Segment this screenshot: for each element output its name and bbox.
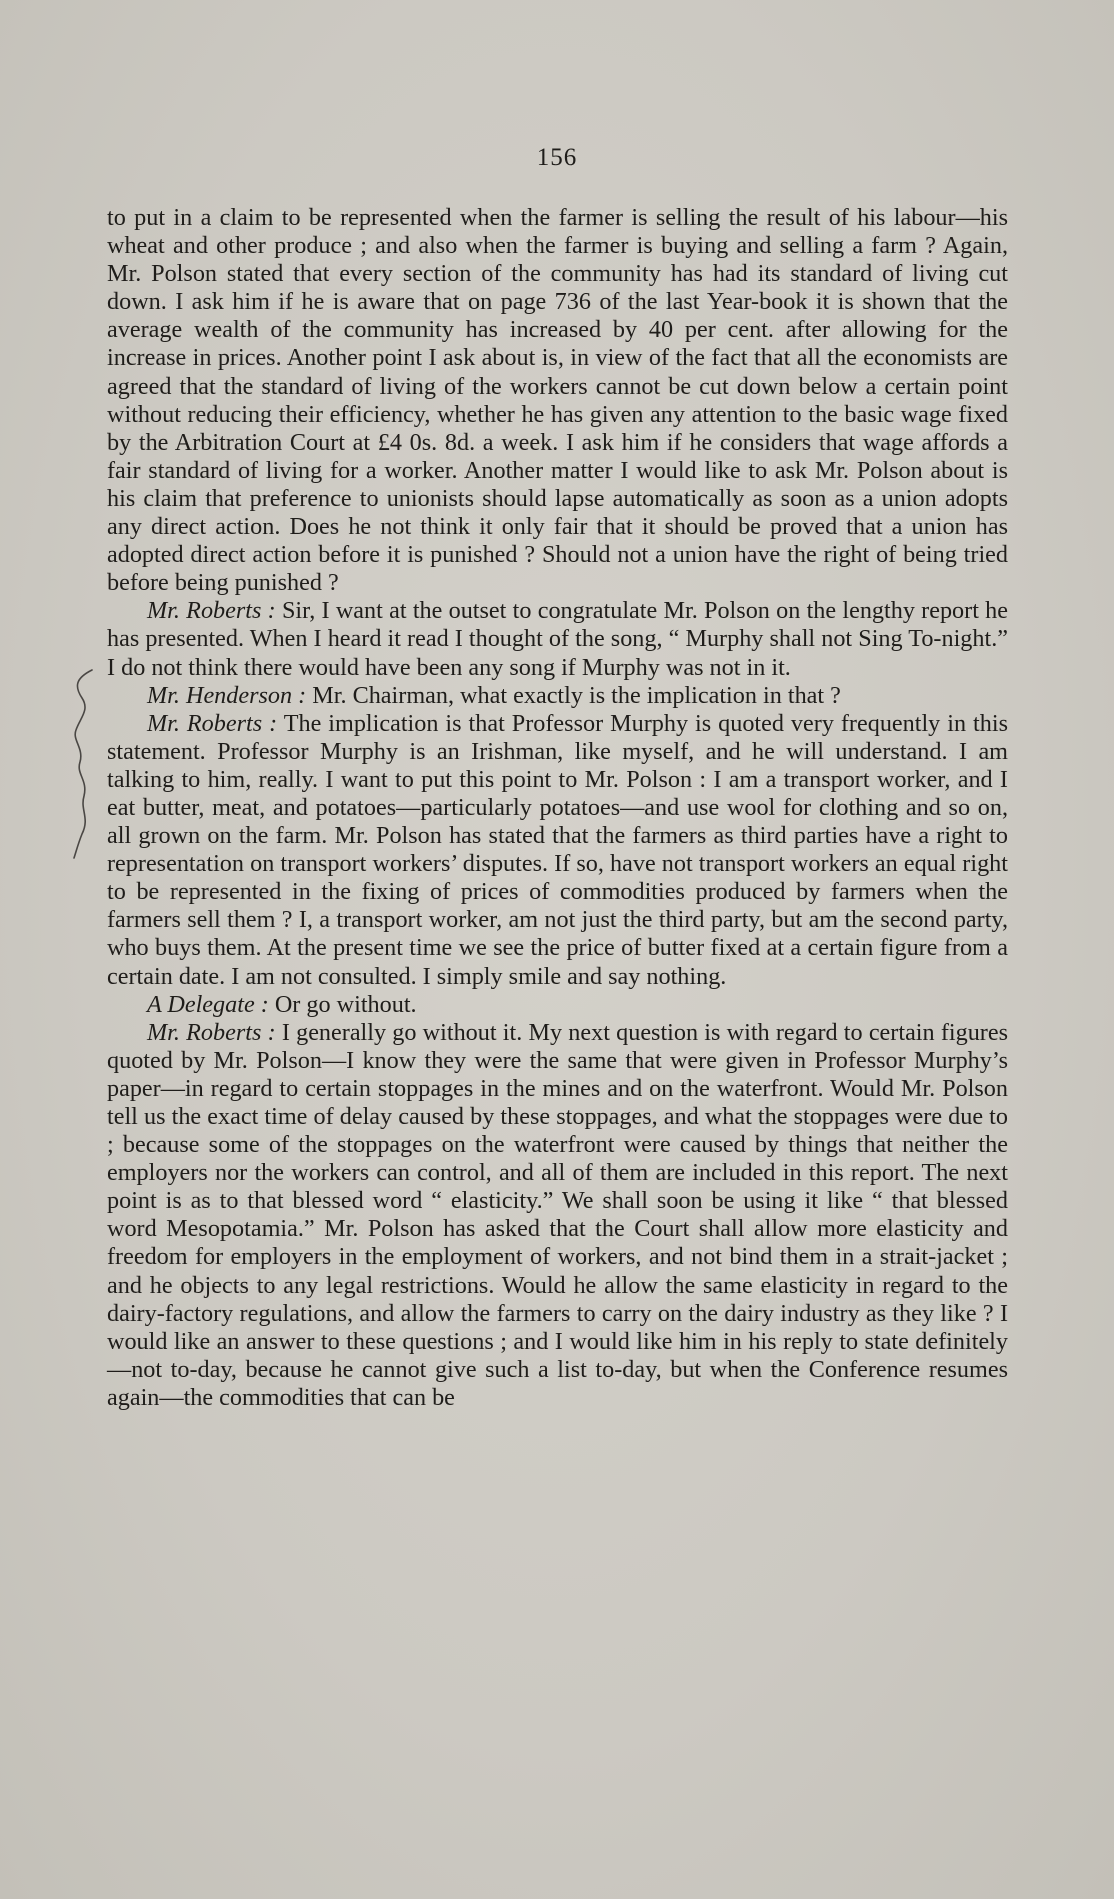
paragraph-text: The implication is that Professor Murphy is quoted very frequently in this statement. Professor Murphy is an Irishman, like myself, and he will understand. I am talking to him, really. I want to put this point to Mr. Polson : I am a transport worker, and I eat butter, meat, and potatoes—particularly potatoes—and use wool for clothing and so on, all grown on the farm. Mr. Polson has stated that the farmers as third parties have a right to representation on transport workers’ disputes. If so, have not transport workers an equal right to be represented in the fixing of prices of commodities produced by farmers when the farmers sell them ? I, a transport worker, am not just the third party, but am the second party, who buys them. At the present time we see the price of butter fixed at a certain figure from a certain date. I am not consulted. I simply smile and say nothing. [107,709,1008,990]
paragraph-delegate [107,991,1008,1019]
paragraph-continuation [107,204,1008,597]
speaker-name: A Delegate : [147,990,269,1018]
paragraph-roberts-1 [107,597,1008,681]
margin-bracket-annotation [70,668,100,860]
speaker-name: Mr. Roberts : [147,597,276,625]
paragraph-text: Sir, I want at the outset to congratulate Mr. Polson on the lengthy report he has presented. When I heard it read I thought of the song, “ Murphy shall not Sing To-night.” I do not think there would have been any song if Murphy was not in it. [107,597,1008,681]
page-number: 156 [536,144,578,171]
pencil-bracket-stroke [74,670,92,858]
speaker-name: Mr. Roberts : [147,709,278,737]
paragraph-text: Mr. Chairman, what exactly is the implication in that ? [306,681,841,709]
paragraph-text: I generally go without it. My next question is with regard to certain figures quoted by Mr. Polson—I know they were the same that were given in Professor Murphy’s paper—in regard to certain stoppages in the mines and on the waterfront. Would Mr. Polson tell us the exact time of delay caused by these stoppages, and what the stoppages were due to ; because some of the stoppages on the waterfront were caused by things that neither the employers nor the workers can control, and all of them are included in this report. The next point is as to that blessed word “ elasticity.” We shall soon be using it like “ that blessed word Mesopotamia.” Mr. Polson has asked that the Court shall allow more elasticity and freedom for employers in the employment of workers, and not bind them in a strait-jacket ; and he objects to any legal restrictions. Would he allow the same elasticity in regard to the dairy-factory regulations, and allow the farmers to carry on the dairy industry as they like ? I would like an answer to these questions ; and I would like him in his reply to state definitely—not to-day, because he cannot give such a list to-day, but when the Conference resumes again—the commodities that can be [107,1018,1008,1411]
paragraph-roberts-3 [107,1019,1008,1412]
paragraph-roberts-2 [107,710,1008,991]
paragraph-text: Or go without. [268,990,417,1018]
speaker-name: Mr. Henderson : [147,681,307,709]
paragraph-henderson [107,682,1008,710]
speaker-name: Mr. Roberts : [147,1018,276,1046]
body-text [107,204,1008,1412]
paragraph-text: to put in a claim to be represented when the farmer is selling the result of his labour—his wheat and other produce ; and also when the farmer is buying and selling a farm ? Again, Mr. Polson stated that every section of the community has had its standard of living cut down. I ask him if he is aware that on page 736 of the last Year-book it is shown that the average wealth of the community has increased by 40 per cent. after allowing for the increase in prices. Another point I ask about is, in view of the fact that all the economists are agreed that the standard of living of the workers cannot be cut down below a certain point without reducing their efficiency, whether he has given any attention to the basic wage fixed by the Arbitration Court at £4 0s. 8d. a week. I ask him if he considers that wage affords a fair standard of living for a worker. Another matter I would like to ask Mr. Polson about is his claim that preference to unionists should lapse automatically as soon as a union adopts any direct action. Does he not think it only fair that it should be proved that a union has adopted direct action before it is punished ? Should not a union have the right of being tried before being punished ? [107,204,1008,597]
